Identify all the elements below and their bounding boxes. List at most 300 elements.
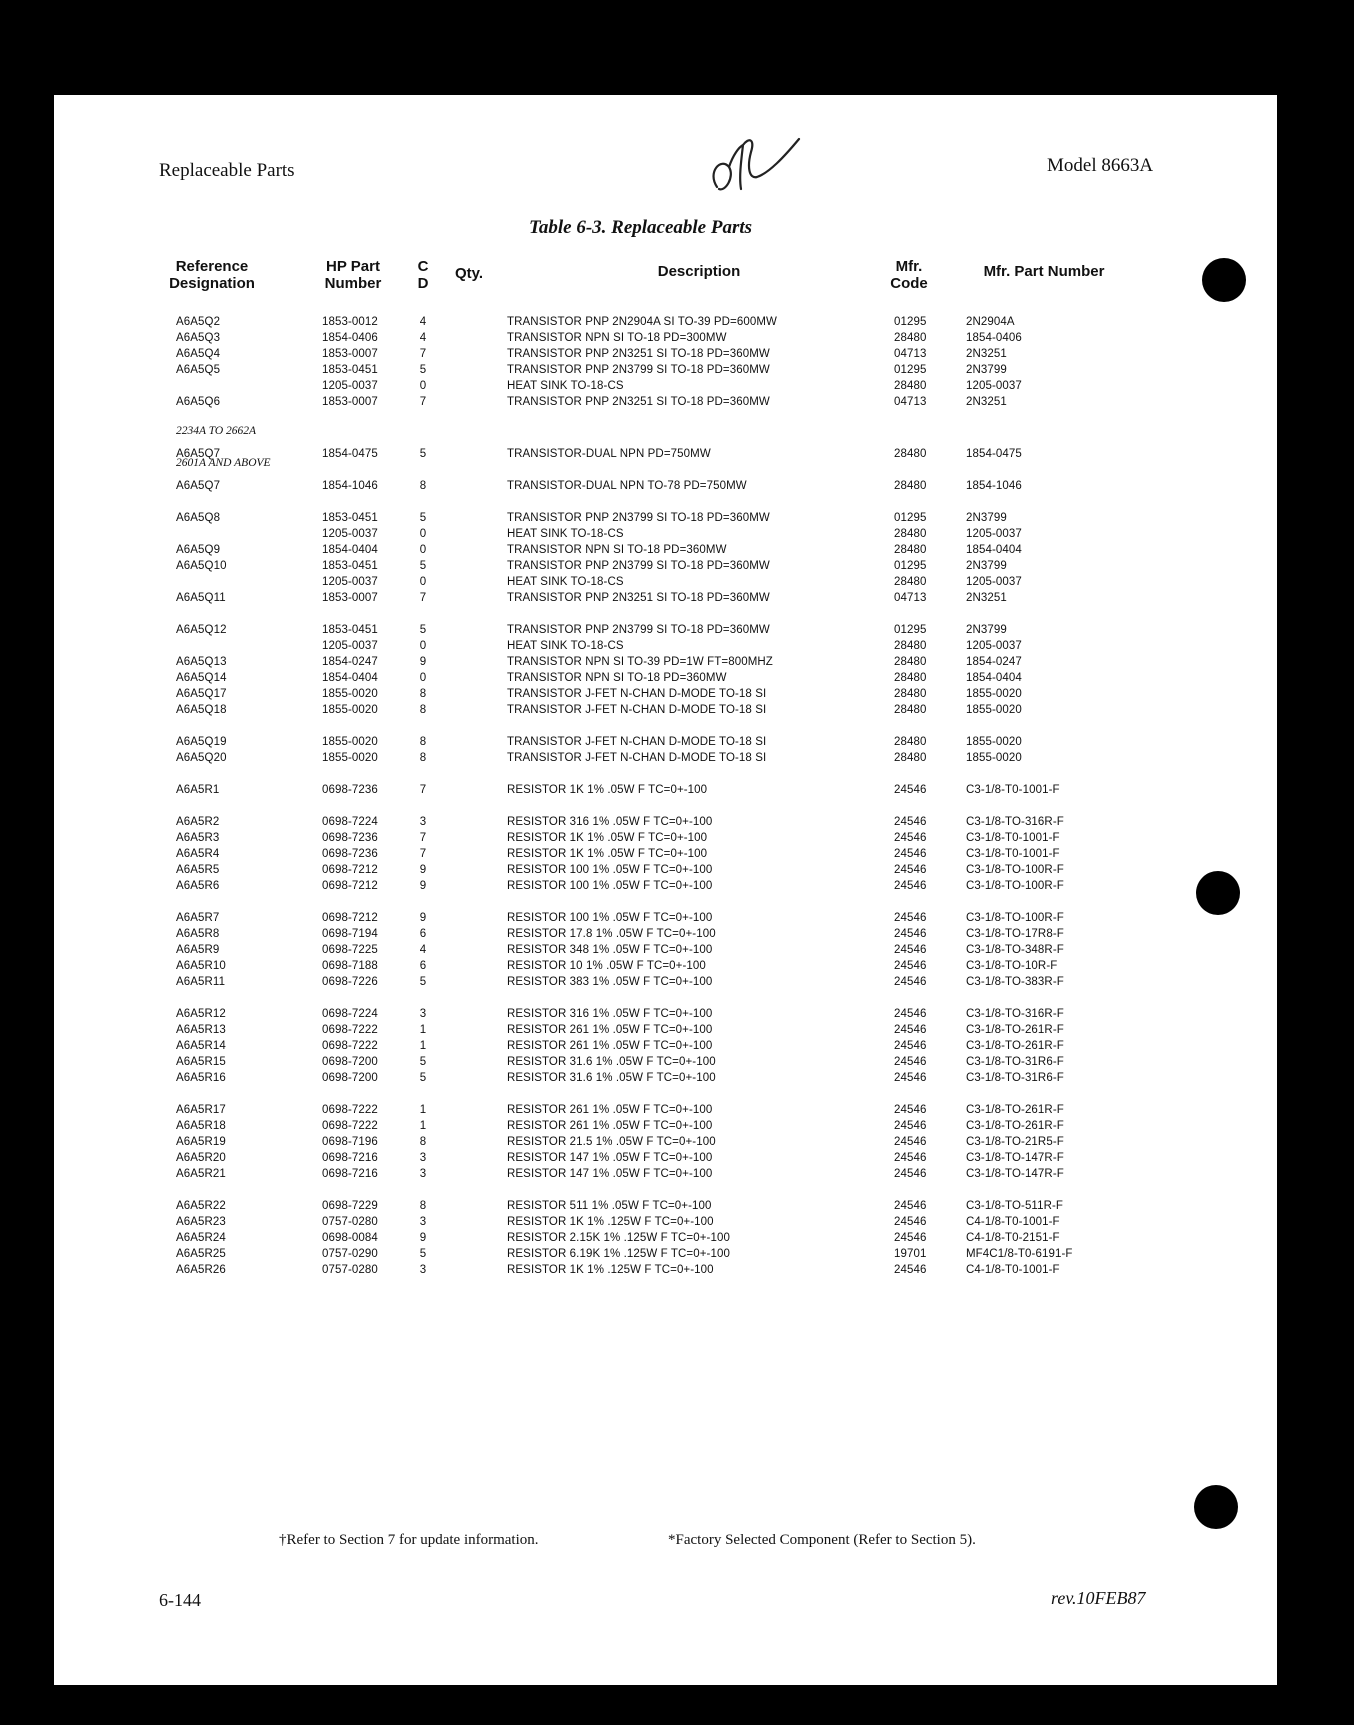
cell-mfr-code: 28480 bbox=[894, 752, 927, 764]
cell-desc: TRANSISTOR PNP 2N3799 SI TO-18 PD=360MW bbox=[507, 624, 770, 636]
cell-hp-part: 1853-0007 bbox=[322, 592, 378, 604]
cell-cd: 6 bbox=[419, 928, 427, 940]
cell-ref: A6A5Q5 bbox=[176, 364, 221, 376]
table-row bbox=[54, 363, 1277, 378]
cell-cd: 3 bbox=[419, 1168, 427, 1180]
cell-mfr-part: 1854-1046 bbox=[966, 480, 1022, 492]
cell-mfr-code: 24546 bbox=[894, 1008, 927, 1020]
table-row bbox=[54, 1023, 1277, 1038]
cell-hp-part: 1854-1046 bbox=[322, 480, 378, 492]
table-row bbox=[54, 1103, 1277, 1118]
cell-hp-part: 0698-7236 bbox=[322, 832, 378, 844]
cell-mfr-part: 2N3799 bbox=[966, 560, 1007, 572]
cell-ref: A6A5R20 bbox=[176, 1152, 226, 1164]
cell-desc: TRANSISTOR PNP 2N3799 SI TO-18 PD=360MW bbox=[507, 512, 770, 524]
cell-desc: TRANSISTOR NPN SI TO-39 PD=1W FT=800MHZ bbox=[507, 656, 773, 668]
table-row bbox=[54, 831, 1277, 846]
cell-desc: RESISTOR 316 1% .05W F TC=0+-100 bbox=[507, 1008, 713, 1020]
cell-mfr-code: 28480 bbox=[894, 672, 927, 684]
cell-desc: RESISTOR 348 1% .05W F TC=0+-100 bbox=[507, 944, 713, 956]
cell-mfr-code: 24546 bbox=[894, 784, 927, 796]
cell-cd: 5 bbox=[419, 364, 427, 376]
cell-desc: TRANSISTOR PNP 2N2904A SI TO-39 PD=600MW bbox=[507, 316, 777, 328]
table-row bbox=[54, 703, 1277, 718]
cell-mfr-code: 24546 bbox=[894, 864, 927, 876]
cell-mfr-part: C3-1/8-TO-261R-F bbox=[966, 1040, 1064, 1052]
cell-desc: RESISTOR 1K 1% .125W F TC=0+-100 bbox=[507, 1216, 714, 1228]
table-row bbox=[54, 783, 1277, 798]
cell-ref: A6A5R10 bbox=[176, 960, 226, 972]
cell-ref: A6A5Q8 bbox=[176, 512, 221, 524]
col-header-mpn: Mfr. Part Number bbox=[983, 263, 1105, 280]
serial-note: 2601A AND ABOVE bbox=[176, 457, 271, 469]
cell-ref: A6A5R12 bbox=[176, 1008, 226, 1020]
cell-ref: A6A5Q18 bbox=[176, 704, 227, 716]
cell-mfr-code: 24546 bbox=[894, 1136, 927, 1148]
cell-mfr-part: C3-1/8-TO-348R-F bbox=[966, 944, 1064, 956]
cell-hp-part: 0698-7229 bbox=[322, 1200, 378, 1212]
cell-cd: 7 bbox=[419, 832, 427, 844]
cell-mfr-code: 24546 bbox=[894, 928, 927, 940]
cell-desc: RESISTOR 2.15K 1% .125W F TC=0+-100 bbox=[507, 1232, 730, 1244]
cell-hp-part: 1854-0475 bbox=[322, 448, 378, 460]
col-header-qty: Qty. bbox=[454, 265, 484, 282]
cell-ref: A6A5R3 bbox=[176, 832, 220, 844]
cell-cd: 7 bbox=[419, 592, 427, 604]
table-row bbox=[54, 1007, 1277, 1022]
serial-note: 2234A TO 2662A bbox=[176, 425, 257, 437]
cell-mfr-part: 2N3799 bbox=[966, 512, 1007, 524]
cell-desc: RESISTOR 1K 1% .05W F TC=0+-100 bbox=[507, 832, 708, 844]
cell-mfr-part: C4-1/8-T0-1001-F bbox=[966, 1264, 1060, 1276]
table-row bbox=[54, 879, 1277, 894]
cell-desc: RESISTOR 100 1% .05W F TC=0+-100 bbox=[507, 880, 713, 892]
cell-mfr-code: 04713 bbox=[894, 592, 927, 604]
table-row bbox=[54, 639, 1277, 654]
cell-cd: 5 bbox=[419, 976, 427, 988]
table-row bbox=[54, 315, 1277, 330]
cell-hp-part: 0698-7188 bbox=[322, 960, 378, 972]
cell-mfr-code: 24546 bbox=[894, 976, 927, 988]
cell-cd: 8 bbox=[419, 688, 427, 700]
cell-mfr-part: C3-1/8-TO-261R-F bbox=[966, 1120, 1064, 1132]
cell-cd: 8 bbox=[419, 1136, 427, 1148]
cell-mfr-code: 24546 bbox=[894, 1168, 927, 1180]
cell-desc: RESISTOR 1K 1% .05W F TC=0+-100 bbox=[507, 784, 708, 796]
footnote-update: †Refer to Section 7 for update information. bbox=[279, 1532, 539, 1548]
cell-mfr-part: C4-1/8-T0-1001-F bbox=[966, 1216, 1060, 1228]
cell-cd: 0 bbox=[419, 528, 427, 540]
table-row bbox=[54, 591, 1277, 606]
table-row bbox=[54, 479, 1277, 494]
cell-ref: A6A5Q17 bbox=[176, 688, 227, 700]
cell-mfr-part: 2N2904A bbox=[966, 316, 1015, 328]
cell-mfr-part: 2N3251 bbox=[966, 396, 1007, 408]
col-header-mfr: Mfr. Code bbox=[890, 258, 928, 292]
cell-ref: A6A5R26 bbox=[176, 1264, 226, 1276]
cell-cd: 1 bbox=[419, 1040, 427, 1052]
cell-mfr-part: C3-1/8-TO-31R6-F bbox=[966, 1072, 1064, 1084]
cell-mfr-code: 28480 bbox=[894, 688, 927, 700]
cell-ref: A6A5Q7 bbox=[176, 480, 221, 492]
cell-hp-part: 0698-7224 bbox=[322, 1008, 378, 1020]
cell-ref: A6A5Q6 bbox=[176, 396, 221, 408]
cell-desc: TRANSISTOR J-FET N-CHAN D-MODE TO-18 SI bbox=[507, 752, 767, 764]
cell-mfr-part: C3-1/8-TO-511R-F bbox=[966, 1200, 1064, 1212]
cell-hp-part: 0698-7222 bbox=[322, 1104, 378, 1116]
cell-desc: TRANSISTOR J-FET N-CHAN D-MODE TO-18 SI bbox=[507, 736, 767, 748]
table-row bbox=[54, 559, 1277, 574]
col-header-ref: Reference Designation bbox=[169, 258, 255, 292]
cell-mfr-code: 28480 bbox=[894, 704, 927, 716]
cell-ref: A6A5Q19 bbox=[176, 736, 227, 748]
cell-hp-part: 0698-7212 bbox=[322, 912, 378, 924]
table-row bbox=[54, 1199, 1277, 1214]
cell-ref: A6A5R21 bbox=[176, 1168, 226, 1180]
cell-mfr-part: C3-1/8-TO-17R8-F bbox=[966, 928, 1064, 940]
table-row bbox=[54, 911, 1277, 926]
cell-hp-part: 1854-0406 bbox=[322, 332, 378, 344]
cell-desc: TRANSISTOR J-FET N-CHAN D-MODE TO-18 SI bbox=[507, 704, 767, 716]
table-title: Table 6-3. Replaceable Parts bbox=[529, 217, 753, 238]
cell-cd: 8 bbox=[419, 752, 427, 764]
cell-ref: A6A5R7 bbox=[176, 912, 220, 924]
table-row bbox=[54, 815, 1277, 830]
cell-mfr-part: 2N3251 bbox=[966, 592, 1007, 604]
cell-ref: A6A5Q2 bbox=[176, 316, 221, 328]
cell-mfr-code: 04713 bbox=[894, 348, 927, 360]
cell-hp-part: 1854-0404 bbox=[322, 672, 378, 684]
cell-mfr-part: 1854-0404 bbox=[966, 544, 1022, 556]
cell-cd: 0 bbox=[419, 576, 427, 588]
cell-desc: RESISTOR 31.6 1% .05W F TC=0+-100 bbox=[507, 1072, 716, 1084]
cell-desc: RESISTOR 261 1% .05W F TC=0+-100 bbox=[507, 1040, 713, 1052]
cell-mfr-code: 01295 bbox=[894, 512, 927, 524]
cell-mfr-code: 24546 bbox=[894, 1152, 927, 1164]
cell-hp-part: 0698-7212 bbox=[322, 880, 378, 892]
table-row bbox=[54, 943, 1277, 958]
handwritten-signature bbox=[699, 117, 819, 207]
cell-mfr-code: 24546 bbox=[894, 832, 927, 844]
cell-ref: A6A5Q4 bbox=[176, 348, 221, 360]
cell-cd: 5 bbox=[419, 1072, 427, 1084]
cell-desc: TRANSISTOR PNP 2N3799 SI TO-18 PD=360MW bbox=[507, 560, 770, 572]
table-row bbox=[54, 751, 1277, 766]
cell-hp-part: 1855-0020 bbox=[322, 688, 378, 700]
cell-ref: A6A5R15 bbox=[176, 1056, 226, 1068]
table-row bbox=[54, 655, 1277, 670]
table-row bbox=[54, 975, 1277, 990]
cell-cd: 7 bbox=[419, 784, 427, 796]
cell-mfr-part: C3-1/8-TO-261R-F bbox=[966, 1104, 1064, 1116]
cell-mfr-code: 01295 bbox=[894, 316, 927, 328]
cell-hp-part: 0698-7222 bbox=[322, 1024, 378, 1036]
cell-hp-part: 1855-0020 bbox=[322, 704, 378, 716]
cell-mfr-code: 28480 bbox=[894, 448, 927, 460]
cell-mfr-code: 24546 bbox=[894, 1120, 927, 1132]
cell-hp-part: 0698-7225 bbox=[322, 944, 378, 956]
cell-mfr-part: 1854-0404 bbox=[966, 672, 1022, 684]
cell-ref: A6A5R17 bbox=[176, 1104, 226, 1116]
cell-hp-part: 0698-7200 bbox=[322, 1056, 378, 1068]
cell-cd: 8 bbox=[419, 736, 427, 748]
cell-desc: HEAT SINK TO-18-CS bbox=[507, 528, 624, 540]
cell-hp-part: 0757-0280 bbox=[322, 1264, 378, 1276]
cell-mfr-part: C3-1/8-TO-100R-F bbox=[966, 864, 1064, 876]
table-row bbox=[54, 1119, 1277, 1134]
table-row bbox=[54, 1055, 1277, 1070]
page-number: 6-144 bbox=[159, 1590, 201, 1610]
cell-hp-part: 1853-0007 bbox=[322, 348, 378, 360]
cell-ref: A6A5R5 bbox=[176, 864, 220, 876]
table-row bbox=[54, 395, 1277, 410]
cell-cd: 0 bbox=[419, 544, 427, 556]
cell-hp-part: 1853-0451 bbox=[322, 624, 378, 636]
binder-hole bbox=[1196, 871, 1240, 915]
cell-hp-part: 1853-0012 bbox=[322, 316, 378, 328]
cell-ref: A6A5R16 bbox=[176, 1072, 226, 1084]
cell-mfr-part: C3-1/8-T0-1001-F bbox=[966, 784, 1060, 796]
cell-hp-part: 0698-7200 bbox=[322, 1072, 378, 1084]
cell-cd: 8 bbox=[419, 1200, 427, 1212]
table-row bbox=[54, 927, 1277, 942]
table-row bbox=[54, 331, 1277, 346]
cell-mfr-code: 04713 bbox=[894, 396, 927, 408]
cell-desc: TRANSISTOR PNP 2N3251 SI TO-18 PD=360MW bbox=[507, 396, 770, 408]
cell-mfr-code: 28480 bbox=[894, 640, 927, 652]
cell-cd: 6 bbox=[419, 960, 427, 972]
cell-cd: 1 bbox=[419, 1104, 427, 1116]
cell-mfr-code: 24546 bbox=[894, 880, 927, 892]
cell-mfr-part: C3-1/8-TO-10R-F bbox=[966, 960, 1058, 972]
cell-hp-part: 0698-7236 bbox=[322, 848, 378, 860]
table-row bbox=[54, 447, 1277, 462]
cell-mfr-part: 2N3799 bbox=[966, 364, 1007, 376]
table-row bbox=[54, 1071, 1277, 1086]
cell-mfr-part: 2N3251 bbox=[966, 348, 1007, 360]
table-row bbox=[54, 1135, 1277, 1150]
cell-desc: TRANSISTOR PNP 2N3251 SI TO-18 PD=360MW bbox=[507, 348, 770, 360]
table-row bbox=[54, 527, 1277, 542]
cell-cd: 7 bbox=[419, 396, 427, 408]
footnote-factory: *Factory Selected Component (Refer to Section 5). bbox=[668, 1532, 976, 1548]
cell-mfr-part: 1855-0020 bbox=[966, 736, 1022, 748]
cell-mfr-code: 24546 bbox=[894, 816, 927, 828]
cell-desc: RESISTOR 6.19K 1% .125W F TC=0+-100 bbox=[507, 1248, 730, 1260]
cell-ref: A6A5R14 bbox=[176, 1040, 226, 1052]
table-row bbox=[54, 671, 1277, 686]
cell-mfr-part: 1205-0037 bbox=[966, 640, 1022, 652]
table-row bbox=[54, 623, 1277, 638]
cell-desc: TRANSISTOR J-FET N-CHAN D-MODE TO-18 SI bbox=[507, 688, 767, 700]
table-row bbox=[54, 847, 1277, 862]
cell-mfr-part: C3-1/8-T0-1001-F bbox=[966, 848, 1060, 860]
table-row bbox=[54, 1231, 1277, 1246]
cell-mfr-part: 1855-0020 bbox=[966, 688, 1022, 700]
col-header-desc: Description bbox=[657, 263, 741, 280]
cell-mfr-part: C3-1/8-TO-21R5-F bbox=[966, 1136, 1064, 1148]
cell-mfr-code: 24546 bbox=[894, 1232, 927, 1244]
cell-cd: 7 bbox=[419, 848, 427, 860]
cell-mfr-code: 01295 bbox=[894, 364, 927, 376]
cell-cd: 1 bbox=[419, 1120, 427, 1132]
cell-hp-part: 1205-0037 bbox=[322, 528, 378, 540]
cell-mfr-code: 24546 bbox=[894, 1264, 927, 1276]
cell-hp-part: 1205-0037 bbox=[322, 576, 378, 588]
cell-mfr-part: C4-1/8-T0-2151-F bbox=[966, 1232, 1060, 1244]
cell-ref: A6A5Q3 bbox=[176, 332, 221, 344]
cell-cd: 4 bbox=[419, 316, 427, 328]
cell-ref: A6A5R9 bbox=[176, 944, 220, 956]
cell-mfr-code: 24546 bbox=[894, 1104, 927, 1116]
cell-hp-part: 1855-0020 bbox=[322, 752, 378, 764]
cell-ref: A6A5R4 bbox=[176, 848, 220, 860]
cell-desc: RESISTOR 1K 1% .05W F TC=0+-100 bbox=[507, 848, 708, 860]
cell-hp-part: 0698-7194 bbox=[322, 928, 378, 940]
cell-desc: RESISTOR 261 1% .05W F TC=0+-100 bbox=[507, 1104, 713, 1116]
cell-ref: A6A5R6 bbox=[176, 880, 220, 892]
table-row bbox=[54, 575, 1277, 590]
cell-cd: 4 bbox=[419, 944, 427, 956]
cell-mfr-part: C3-1/8-T0-1001-F bbox=[966, 832, 1060, 844]
cell-cd: 9 bbox=[419, 912, 427, 924]
cell-ref: A6A5R8 bbox=[176, 928, 220, 940]
cell-desc: TRANSISTOR-DUAL NPN PD=750MW bbox=[507, 448, 711, 460]
table-row bbox=[54, 863, 1277, 878]
cell-desc: TRANSISTOR-DUAL NPN TO-78 PD=750MW bbox=[507, 480, 747, 492]
cell-cd: 5 bbox=[419, 1056, 427, 1068]
cell-hp-part: 1853-0451 bbox=[322, 364, 378, 376]
cell-mfr-part: C3-1/8-TO-316R-F bbox=[966, 1008, 1064, 1020]
cell-hp-part: 0698-7224 bbox=[322, 816, 378, 828]
cell-mfr-part: C3-1/8-TO-100R-F bbox=[966, 880, 1064, 892]
cell-ref: A6A5R22 bbox=[176, 1200, 226, 1212]
cell-ref: A6A5R2 bbox=[176, 816, 220, 828]
cell-cd: 5 bbox=[419, 1248, 427, 1260]
table-row bbox=[54, 543, 1277, 558]
cell-mfr-part: 1855-0020 bbox=[966, 704, 1022, 716]
cell-mfr-code: 28480 bbox=[894, 656, 927, 668]
cell-desc: TRANSISTOR NPN SI TO-18 PD=360MW bbox=[507, 672, 727, 684]
cell-cd: 3 bbox=[419, 1264, 427, 1276]
cell-mfr-code: 28480 bbox=[894, 380, 927, 392]
cell-ref: A6A5Q13 bbox=[176, 656, 227, 668]
cell-ref: A6A5Q7 bbox=[176, 448, 221, 460]
cell-hp-part: 1853-0007 bbox=[322, 396, 378, 408]
cell-desc: HEAT SINK TO-18-CS bbox=[507, 640, 624, 652]
cell-mfr-part: 2N3799 bbox=[966, 624, 1007, 636]
cell-hp-part: 1853-0451 bbox=[322, 560, 378, 572]
table-row bbox=[54, 687, 1277, 702]
cell-hp-part: 1854-0404 bbox=[322, 544, 378, 556]
binder-hole bbox=[1194, 1485, 1238, 1529]
cell-ref: A6A5Q12 bbox=[176, 624, 227, 636]
cell-cd: 3 bbox=[419, 1152, 427, 1164]
cell-ref: A6A5R25 bbox=[176, 1248, 226, 1260]
cell-desc: RESISTOR 21.5 1% .05W F TC=0+-100 bbox=[507, 1136, 716, 1148]
cell-ref: A6A5R19 bbox=[176, 1136, 226, 1148]
cell-mfr-code: 01295 bbox=[894, 560, 927, 572]
cell-cd: 8 bbox=[419, 704, 427, 716]
cell-cd: 0 bbox=[419, 640, 427, 652]
cell-hp-part: 0698-7222 bbox=[322, 1040, 378, 1052]
cell-desc: RESISTOR 383 1% .05W F TC=0+-100 bbox=[507, 976, 713, 988]
cell-mfr-part: C3-1/8-TO-147R-F bbox=[966, 1168, 1064, 1180]
cell-mfr-part: C3-1/8-TO-261R-F bbox=[966, 1024, 1064, 1036]
cell-desc: RESISTOR 31.6 1% .05W F TC=0+-100 bbox=[507, 1056, 716, 1068]
cell-ref: A6A5Q11 bbox=[176, 592, 226, 604]
cell-mfr-code: 24546 bbox=[894, 1040, 927, 1052]
table-row bbox=[54, 1039, 1277, 1054]
section-title: Replaceable Parts bbox=[159, 160, 295, 181]
cell-ref: A6A5Q20 bbox=[176, 752, 227, 764]
cell-cd: 5 bbox=[419, 624, 427, 636]
table-row bbox=[54, 959, 1277, 974]
cell-cd: 0 bbox=[419, 672, 427, 684]
table-row bbox=[54, 1263, 1277, 1278]
cell-desc: RESISTOR 147 1% .05W F TC=0+-100 bbox=[507, 1152, 713, 1164]
cell-desc: RESISTOR 316 1% .05W F TC=0+-100 bbox=[507, 816, 713, 828]
cell-ref: A6A5R24 bbox=[176, 1232, 226, 1244]
cell-cd: 3 bbox=[419, 1008, 427, 1020]
cell-mfr-part: 1205-0037 bbox=[966, 576, 1022, 588]
cell-ref: A6A5Q10 bbox=[176, 560, 227, 572]
cell-cd: 8 bbox=[419, 480, 427, 492]
cell-mfr-code: 24546 bbox=[894, 848, 927, 860]
cell-mfr-code: 24546 bbox=[894, 1072, 927, 1084]
cell-cd: 9 bbox=[419, 864, 427, 876]
cell-desc: RESISTOR 261 1% .05W F TC=0+-100 bbox=[507, 1024, 713, 1036]
cell-mfr-code: 28480 bbox=[894, 332, 927, 344]
cell-desc: RESISTOR 17.8 1% .05W F TC=0+-100 bbox=[507, 928, 716, 940]
cell-mfr-part: C3-1/8-TO-316R-F bbox=[966, 816, 1064, 828]
cell-ref: A6A5R23 bbox=[176, 1216, 226, 1228]
cell-mfr-code: 28480 bbox=[894, 576, 927, 588]
cell-mfr-code: 24546 bbox=[894, 944, 927, 956]
cell-desc: TRANSISTOR NPN SI TO-18 PD=360MW bbox=[507, 544, 727, 556]
table-row bbox=[54, 735, 1277, 750]
cell-mfr-part: 1854-0475 bbox=[966, 448, 1022, 460]
cell-desc: TRANSISTOR NPN SI TO-18 PD=300MW bbox=[507, 332, 727, 344]
cell-cd: 9 bbox=[419, 656, 427, 668]
cell-mfr-code: 24546 bbox=[894, 1024, 927, 1036]
table-row bbox=[54, 1167, 1277, 1182]
cell-ref: A6A5R11 bbox=[176, 976, 226, 988]
cell-hp-part: 0698-7222 bbox=[322, 1120, 378, 1132]
cell-desc: RESISTOR 261 1% .05W F TC=0+-100 bbox=[507, 1120, 713, 1132]
cell-mfr-code: 24546 bbox=[894, 1216, 927, 1228]
cell-mfr-code: 01295 bbox=[894, 624, 927, 636]
cell-desc: RESISTOR 100 1% .05W F TC=0+-100 bbox=[507, 864, 713, 876]
cell-hp-part: 0698-7196 bbox=[322, 1136, 378, 1148]
cell-mfr-code: 24546 bbox=[894, 912, 927, 924]
cell-ref: A6A5Q9 bbox=[176, 544, 221, 556]
cell-mfr-code: 28480 bbox=[894, 736, 927, 748]
cell-cd: 1 bbox=[419, 1024, 427, 1036]
cell-mfr-code: 28480 bbox=[894, 544, 927, 556]
cell-cd: 5 bbox=[419, 512, 427, 524]
cell-mfr-code: 19701 bbox=[894, 1248, 927, 1260]
cell-hp-part: 0698-7212 bbox=[322, 864, 378, 876]
col-header-hp: HP Part Number bbox=[324, 258, 382, 292]
cell-mfr-part: C3-1/8-TO-383R-F bbox=[966, 976, 1064, 988]
cell-mfr-code: 24546 bbox=[894, 960, 927, 972]
cell-desc: TRANSISTOR PNP 2N3251 SI TO-18 PD=360MW bbox=[507, 592, 770, 604]
cell-mfr-part: C3-1/8-TO-147R-F bbox=[966, 1152, 1064, 1164]
cell-hp-part: 0757-0280 bbox=[322, 1216, 378, 1228]
cell-mfr-part: MF4C1/8-T0-6191-F bbox=[966, 1248, 1073, 1260]
cell-mfr-code: 28480 bbox=[894, 528, 927, 540]
